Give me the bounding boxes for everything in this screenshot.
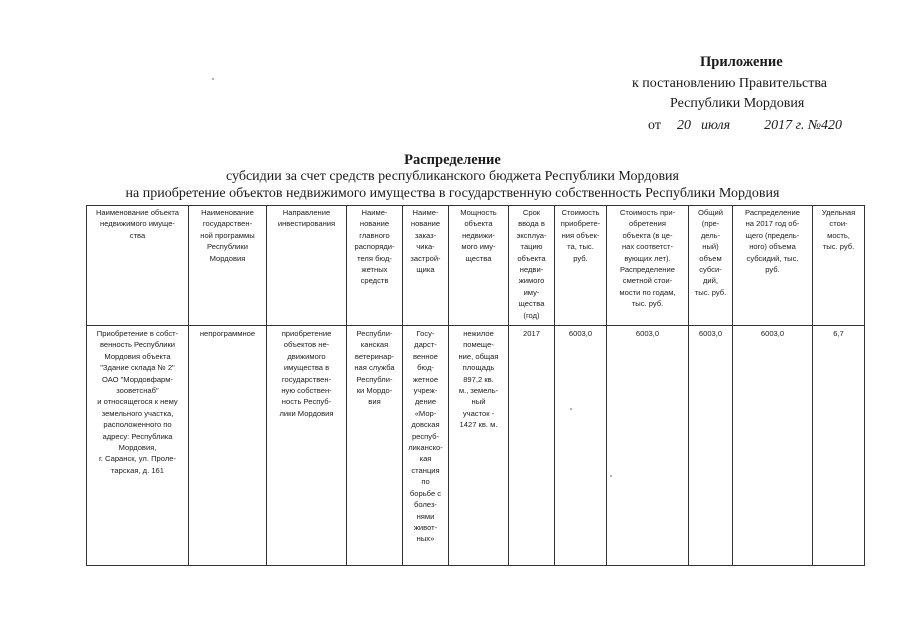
appendix-title: Приложение — [700, 54, 783, 70]
scan-speck — [610, 475, 612, 477]
heading-title: Распределение — [404, 152, 501, 168]
col-unit-cost: Удельная стои- мость, тыс. руб. — [813, 206, 865, 326]
col-commission-year: Срок ввода в эксплуа- тацию объекта недви- жимого иму- щества (год) — [509, 206, 555, 326]
table-header-row — [87, 206, 865, 326]
appendix-line-republic: Республики Мордовия — [670, 96, 805, 111]
date-month: июля — [700, 118, 731, 133]
cell-cost-by-years: 6003,0 — [607, 326, 689, 566]
col-total-subsidy: Общий (пре- дель- ный) объем субси- дий, тыс. руб. — [689, 206, 733, 326]
date-day: 20 — [676, 118, 691, 133]
cell-capacity: нежилое помеще- ние, общая площадь 897,2 кв. м., земель- ный участок - 1427 кв. м. — [449, 326, 509, 566]
col-object-name: Наименование объекта недвижимого имуще- ства — [87, 206, 189, 326]
col-customer: Наиме- нование заказ- чика- застрой- щика — [403, 206, 449, 326]
cell-acquisition-cost: 6003,0 — [555, 326, 607, 566]
cell-state-program: непрограммное — [189, 326, 267, 566]
heading-purpose: на приобретение объектов недвижимого имущества в государственную собственность Республики Мордовия — [125, 186, 780, 201]
col-state-program: Наименование государствен- ной программы Республики Мордовия — [189, 206, 267, 326]
distribution-table — [86, 205, 865, 566]
cell-total-subsidy: 6003,0 — [689, 326, 733, 566]
cell-object-name: Приобретение в собст- венность Республики Мордовия объекта "Здание склада № 2" ОАО "Мордовфарм- зооветснаб" и относящегося к нему земельного участка, расположенного по адресу: Республика Мордовия, г. Саранск, ул. Проле- тарская, д. 161 — [87, 326, 189, 566]
cell-unit-cost: 6,7 — [813, 326, 865, 566]
col-subsidy-2017: Распределение на 2017 год об- щего (предель- ного) объема субсидий, тыс. руб. — [733, 206, 813, 326]
col-acquisition-cost: Стоимость приобрете- ния объек- та, тыс. руб. — [555, 206, 607, 326]
cell-budget-manager: Республи- канская ветеринар- ная служба Республи- ки Мордо- вия — [347, 326, 403, 566]
table-row — [87, 326, 865, 566]
cell-customer: Госу- дарст- венное бюд- жетное учреж- дение «Мор- довская респуб- ликанско- кая станция по борьбе с болез- нями живот- ных» — [403, 326, 449, 566]
cell-investment-direction: приобретение объектов не- движимого имущества в государствен- ную собствен- ность Респуб- лики Мордовия — [267, 326, 347, 566]
cell-subsidy-2017: 6003,0 — [733, 326, 813, 566]
decree-year-number: 2017 г. №420 — [764, 118, 843, 133]
scan-speck — [570, 408, 572, 410]
appendix-line-decree: к постановлению Правительства — [632, 76, 828, 91]
col-budget-manager: Наиме- нование главного распоряди- теля бюд- жетных средств — [347, 206, 403, 326]
col-cost-by-years: Стоимость при- обретения объекта (в це- нах соответст- вующих лет). Распределение сметной стои- мости по годам, тыс. руб. — [607, 206, 689, 326]
col-capacity: Мощность объекта недвижи- мого иму- щества — [449, 206, 509, 326]
appendix-date-line — [648, 118, 842, 134]
date-prefix: от — [648, 118, 661, 133]
heading-subtitle: субсидии за счет средств республиканского бюджета Республики Мордовия — [226, 169, 679, 184]
cell-commission-year: 2017 — [509, 326, 555, 566]
scan-speck — [212, 78, 214, 80]
col-investment-direction: Направление инвестирования — [267, 206, 347, 326]
